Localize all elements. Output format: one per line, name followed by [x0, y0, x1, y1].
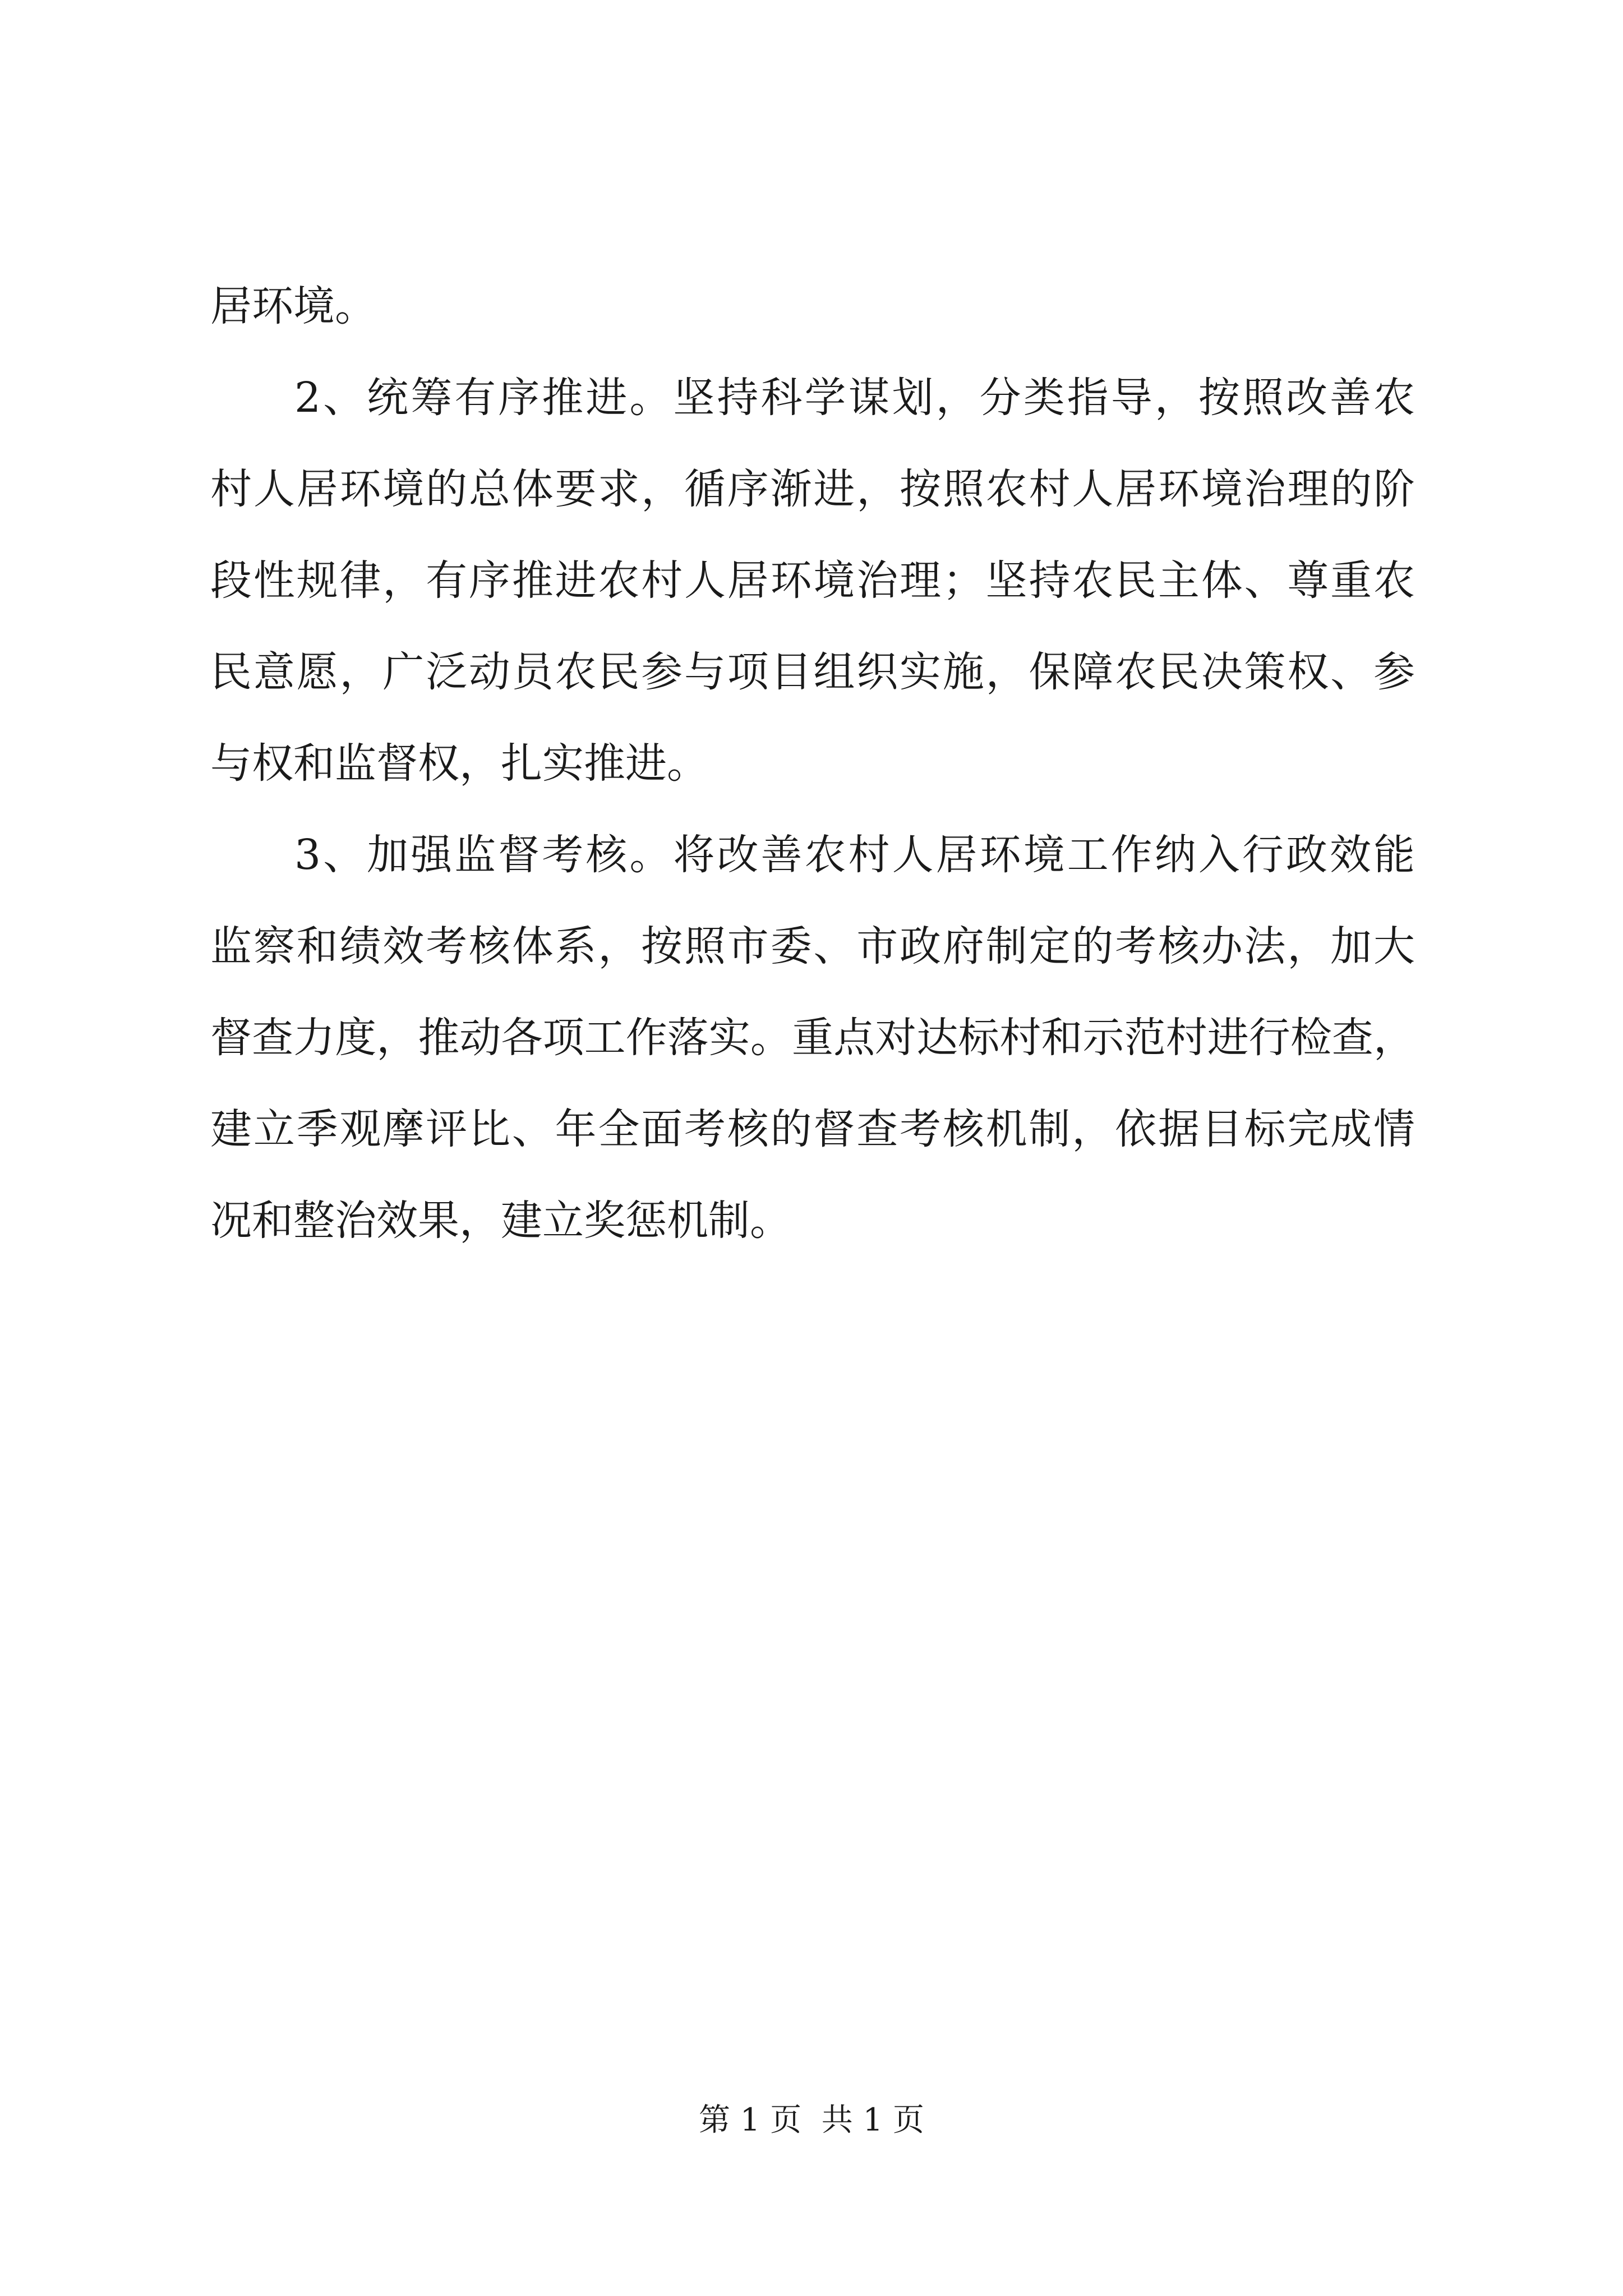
text-line: 2、统筹有序推进。坚持科学谋划，分类指导，按照改善农: [294, 374, 1415, 422]
text-line: 督查力度，推动各项工作落实。重点对达标村和示范村进行检查，: [210, 1014, 1415, 1062]
text-line: 村人居环境的总体要求，循序渐进，按照农村人居环境治理的阶: [210, 465, 1415, 513]
body-text: [210, 261, 1415, 1267]
page-footer: [0, 2098, 1623, 2143]
text-line: 3、加强监督考核。将改善农村人居环境工作纳入行政效能: [294, 831, 1415, 879]
text-line: 与权和监督权，扎实推进。: [210, 739, 708, 788]
text-line: 建立季观摩评比、年全面考核的督查考核机制，依据目标完成情: [210, 1105, 1415, 1153]
page-number-label: 第 1 页 共 1 页: [698, 2102, 925, 2138]
text-line: 民意愿，广泛动员农民参与项目组织实施，保障农民决策权、参: [210, 648, 1415, 696]
text-line: 居环境。: [210, 282, 376, 330]
text-line: 段性规律，有序推进农村人居环境治理；坚持农民主体、尊重农: [210, 556, 1415, 605]
text-line: 况和整治效果，建立奖惩机制。: [210, 1197, 791, 1245]
text-line: 监察和绩效考核体系，按照市委、市政府制定的考核办法，加大: [210, 922, 1415, 970]
